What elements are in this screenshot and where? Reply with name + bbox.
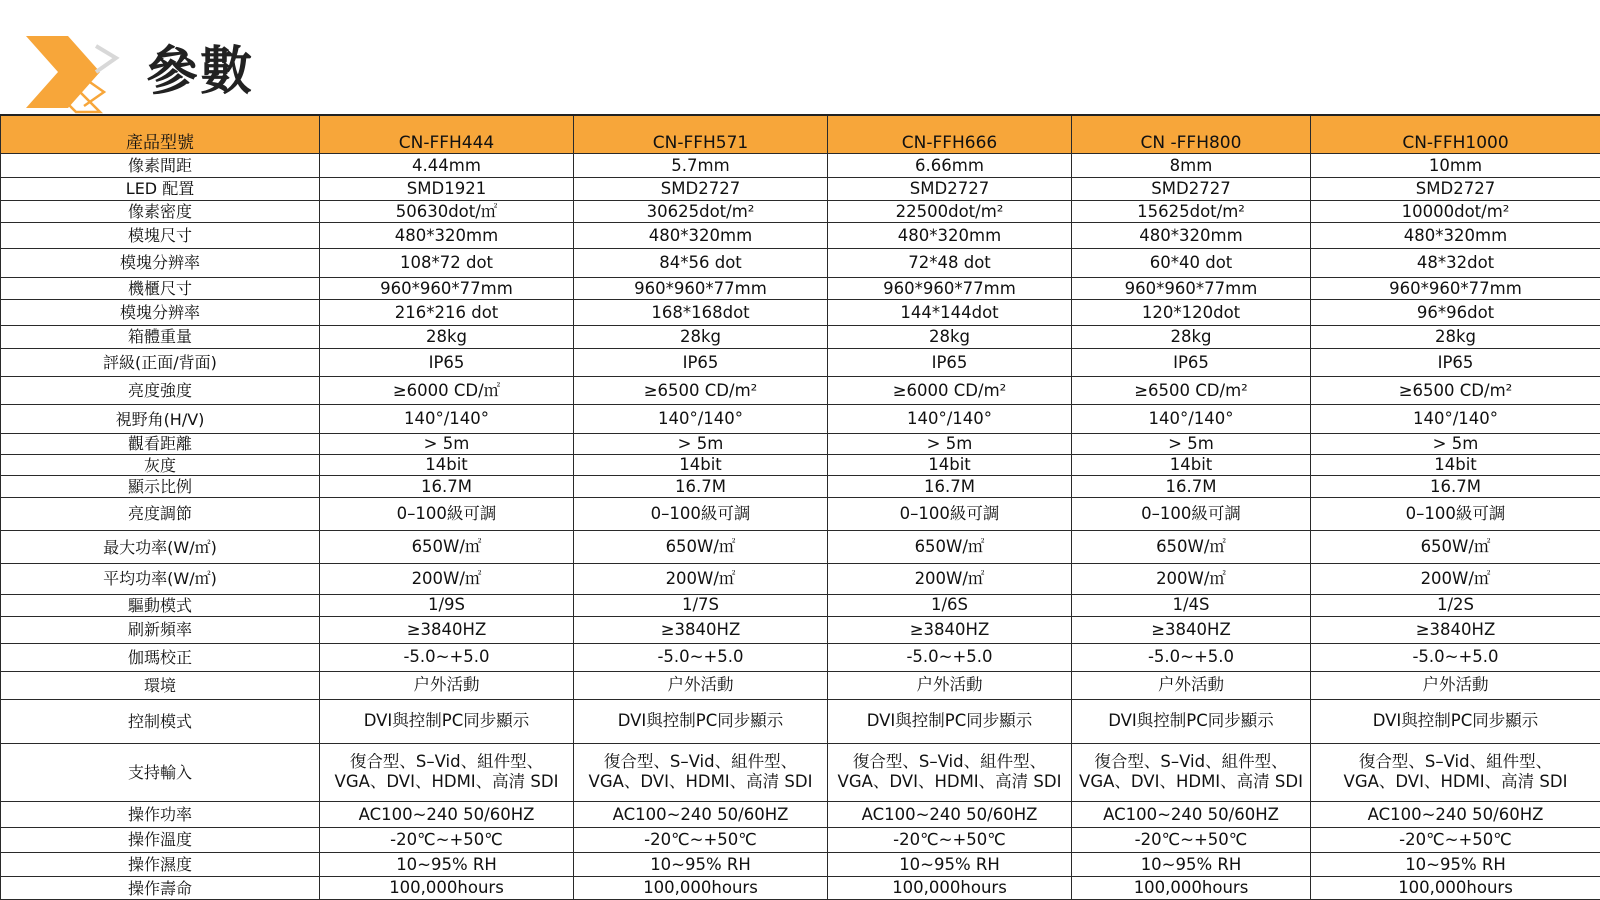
spec-value: 50630dot/㎡	[320, 201, 574, 222]
spec-label: 刷新頻率	[1, 617, 320, 644]
spec-row	[1, 405, 1600, 434]
spec-value: 户外活動	[320, 672, 574, 700]
page-title: 參數	[146, 42, 255, 102]
spec-value: 户外活動	[1072, 672, 1311, 700]
spec-value: 480*320mm	[320, 222, 574, 249]
spec-value: 28kg	[1311, 325, 1600, 348]
spec-row	[1, 433, 1600, 454]
spec-label: 模塊分辨率	[1, 300, 320, 326]
spec-value: 140°/140°	[1072, 405, 1311, 434]
spec-value: -20℃~+50℃	[1311, 828, 1600, 853]
spec-value: ≥3840HZ	[574, 617, 828, 644]
spec-value: 16.7M	[320, 476, 574, 497]
model-header: CN-FFH571	[574, 115, 828, 154]
spec-value: > 5m	[574, 433, 828, 454]
spec-row	[1, 877, 1600, 900]
spec-value: -5.0~+5.0	[1311, 643, 1600, 672]
spec-value: ≥3840HZ	[828, 617, 1072, 644]
spec-value: 216*216 dot	[320, 300, 574, 326]
spec-row	[1, 177, 1600, 200]
spec-value: 户外活動	[828, 672, 1072, 700]
spec-value: > 5m	[320, 433, 574, 454]
spec-row	[1, 617, 1600, 644]
spec-label: 像素間距	[1, 154, 320, 177]
spec-value: AC100~240 50/60HZ	[1311, 801, 1600, 828]
spec-row	[1, 672, 1600, 700]
spec-value: IP65	[574, 349, 828, 377]
spec-value: 1/6S	[828, 594, 1072, 616]
header-row	[1, 115, 1600, 154]
spec-label: 灰度	[1, 455, 320, 476]
spec-row	[1, 594, 1600, 616]
spec-value: 28kg	[1072, 325, 1311, 348]
spec-value: 復合型、S–Vid、組件型、 VGA、DVI、HDMI、高清 SDI	[1072, 743, 1311, 801]
spec-label: 操作溫度	[1, 828, 320, 853]
spec-value: 復合型、S–Vid、組件型、 VGA、DVI、HDMI、高清 SDI	[320, 743, 574, 801]
spec-value: 72*48 dot	[828, 249, 1072, 278]
spec-value: 1/2S	[1311, 594, 1600, 616]
spec-value: 10~95% RH	[320, 852, 574, 877]
spec-value: 28kg	[828, 325, 1072, 348]
spec-value: 6.66mm	[828, 154, 1072, 177]
spec-value: DVI與控制PC同步顯示	[320, 699, 574, 743]
spec-value: 120*120dot	[1072, 300, 1311, 326]
spec-row	[1, 743, 1600, 801]
spec-row	[1, 699, 1600, 743]
spec-value: 0–100級可調	[1311, 497, 1600, 531]
spec-value: 10000dot/m²	[1311, 201, 1600, 222]
spec-label: 模塊分辨率	[1, 249, 320, 278]
spec-label: 支持輸入	[1, 743, 320, 801]
spec-value: 84*56 dot	[574, 249, 828, 278]
spec-value: SMD2727	[574, 177, 828, 200]
spec-row	[1, 455, 1600, 476]
spec-value: 16.7M	[828, 476, 1072, 497]
spec-value: 960*960*77mm	[574, 277, 828, 299]
spec-value: AC100~240 50/60HZ	[320, 801, 574, 828]
spec-value: AC100~240 50/60HZ	[574, 801, 828, 828]
spec-value: 480*320mm	[574, 222, 828, 249]
spec-value: ≥6000 CD/m²	[828, 376, 1072, 405]
spec-row	[1, 325, 1600, 348]
spec-label: 觀看距離	[1, 433, 320, 454]
spec-value: 14bit	[1311, 455, 1600, 476]
spec-value: 140°/140°	[320, 405, 574, 434]
spec-value: 168*168dot	[574, 300, 828, 326]
spec-value: ≥3840HZ	[1072, 617, 1311, 644]
spec-value: 0–100級可調	[828, 497, 1072, 531]
spec-value: 28kg	[574, 325, 828, 348]
spec-value: 480*320mm	[1072, 222, 1311, 249]
spec-value: -20℃~+50℃	[574, 828, 828, 853]
spec-value: 200W/㎡	[320, 563, 574, 594]
spec-value: 108*72 dot	[320, 249, 574, 278]
spec-value: 1/4S	[1072, 594, 1311, 616]
spec-label: 箱體重量	[1, 325, 320, 348]
spec-value: 144*144dot	[828, 300, 1072, 326]
spec-value: 650W/㎡	[828, 531, 1072, 564]
spec-value: ≥6500 CD/m²	[574, 376, 828, 405]
spec-value: 0–100級可調	[574, 497, 828, 531]
spec-value: 960*960*77mm	[1311, 277, 1600, 299]
spec-value: 1/9S	[320, 594, 574, 616]
model-header: CN-FFH1000	[1311, 115, 1600, 154]
spec-value: 户外活動	[574, 672, 828, 700]
spec-label: 評級(正面/背面)	[1, 349, 320, 377]
model-header: CN-FFH444	[320, 115, 574, 154]
spec-row	[1, 643, 1600, 672]
chevron-logo-icon	[24, 34, 134, 114]
spec-value: IP65	[1311, 349, 1600, 377]
spec-value: IP65	[1072, 349, 1311, 377]
spec-value: 960*960*77mm	[320, 277, 574, 299]
model-header: CN-FFH666	[828, 115, 1072, 154]
spec-value: 140°/140°	[1311, 405, 1600, 434]
spec-row	[1, 852, 1600, 877]
spec-value: 200W/㎡	[828, 563, 1072, 594]
spec-row	[1, 828, 1600, 853]
spec-row	[1, 222, 1600, 249]
spec-value: 14bit	[320, 455, 574, 476]
spec-value: 650W/㎡	[1311, 531, 1600, 564]
spec-value: 户外活動	[1311, 672, 1600, 700]
spec-value: 650W/㎡	[320, 531, 574, 564]
spec-value: 16.7M	[1311, 476, 1600, 497]
spec-value: DVI與控制PC同步顯示	[1311, 699, 1600, 743]
spec-value: > 5m	[1311, 433, 1600, 454]
spec-value: 復合型、S–Vid、組件型、 VGA、DVI、HDMI、高清 SDI	[828, 743, 1072, 801]
spec-row	[1, 154, 1600, 177]
spec-value: 200W/㎡	[1311, 563, 1600, 594]
spec-value: SMD2727	[1311, 177, 1600, 200]
spec-value: 復合型、S–Vid、組件型、 VGA、DVI、HDMI、高清 SDI	[574, 743, 828, 801]
spec-value: IP65	[320, 349, 574, 377]
spec-value: 1/7S	[574, 594, 828, 616]
spec-value: -20℃~+50℃	[320, 828, 574, 853]
spec-label: 操作功率	[1, 801, 320, 828]
spec-value: 10~95% RH	[828, 852, 1072, 877]
spec-value: -20℃~+50℃	[1072, 828, 1311, 853]
spec-value: 10mm	[1311, 154, 1600, 177]
spec-label: 驅動模式	[1, 594, 320, 616]
spec-value: 28kg	[320, 325, 574, 348]
spec-row	[1, 531, 1600, 564]
spec-value: 14bit	[1072, 455, 1311, 476]
spec-value: ≥3840HZ	[1311, 617, 1600, 644]
spec-value: 48*32dot	[1311, 249, 1600, 278]
spec-value: 14bit	[828, 455, 1072, 476]
spec-row	[1, 497, 1600, 531]
spec-value: 140°/140°	[828, 405, 1072, 434]
spec-row	[1, 277, 1600, 299]
spec-value: > 5m	[1072, 433, 1311, 454]
spec-value: DVI與控制PC同步顯示	[828, 699, 1072, 743]
spec-table	[0, 114, 1600, 900]
spec-label: 模塊尺寸	[1, 222, 320, 249]
spec-value: ≥3840HZ	[320, 617, 574, 644]
spec-value: 200W/㎡	[574, 563, 828, 594]
spec-value: -5.0~+5.0	[320, 643, 574, 672]
spec-value: -5.0~+5.0	[828, 643, 1072, 672]
spec-row	[1, 801, 1600, 828]
spec-value: 200W/㎡	[1072, 563, 1311, 594]
spec-value: -20℃~+50℃	[828, 828, 1072, 853]
spec-value: 960*960*77mm	[828, 277, 1072, 299]
spec-value: 96*96dot	[1311, 300, 1600, 326]
spec-row	[1, 300, 1600, 326]
model-header: CN -FFH800	[1072, 115, 1311, 154]
spec-label: 像素密度	[1, 201, 320, 222]
spec-row	[1, 376, 1600, 405]
spec-row	[1, 563, 1600, 594]
spec-label: 控制模式	[1, 699, 320, 743]
spec-value: DVI與控制PC同步顯示	[574, 699, 828, 743]
spec-row	[1, 476, 1600, 497]
spec-value: 100,000hours	[1072, 877, 1311, 900]
spec-row	[1, 249, 1600, 278]
spec-value: 650W/㎡	[574, 531, 828, 564]
spec-value: SMD1921	[320, 177, 574, 200]
spec-value: 100,000hours	[574, 877, 828, 900]
spec-value: 100,000hours	[828, 877, 1072, 900]
spec-value: 16.7M	[574, 476, 828, 497]
spec-value: 30625dot/m²	[574, 201, 828, 222]
spec-value: IP65	[828, 349, 1072, 377]
spec-value: ≥6000 CD/㎡	[320, 376, 574, 405]
spec-value: -5.0~+5.0	[574, 643, 828, 672]
spec-label: LED 配置	[1, 177, 320, 200]
spec-value: DVI與控制PC同步顯示	[1072, 699, 1311, 743]
spec-label: 環境	[1, 672, 320, 700]
spec-value: 100,000hours	[320, 877, 574, 900]
spec-value: 16.7M	[1072, 476, 1311, 497]
spec-value: 0–100級可調	[320, 497, 574, 531]
spec-value: 60*40 dot	[1072, 249, 1311, 278]
spec-value: 5.7mm	[574, 154, 828, 177]
spec-value: 復合型、S–Vid、組件型、 VGA、DVI、HDMI、高清 SDI	[1311, 743, 1600, 801]
spec-label: 亮度強度	[1, 376, 320, 405]
spec-value: 0–100級可調	[1072, 497, 1311, 531]
spec-value: 960*960*77mm	[1072, 277, 1311, 299]
spec-label: 視野角(H/V)	[1, 405, 320, 434]
spec-label: 顯示比例	[1, 476, 320, 497]
spec-value: 22500dot/m²	[828, 201, 1072, 222]
spec-value: SMD2727	[1072, 177, 1311, 200]
spec-label: 平均功率(W/㎡)	[1, 563, 320, 594]
spec-label: 操作濕度	[1, 852, 320, 877]
spec-row	[1, 349, 1600, 377]
spec-value: SMD2727	[828, 177, 1072, 200]
spec-value: 100,000hours	[1311, 877, 1600, 900]
spec-label: 機櫃尺寸	[1, 277, 320, 299]
spec-value: ≥6500 CD/m²	[1072, 376, 1311, 405]
spec-value: 10~95% RH	[1072, 852, 1311, 877]
spec-value: ≥6500 CD/m²	[1311, 376, 1600, 405]
spec-value: 480*320mm	[1311, 222, 1600, 249]
spec-label: 亮度調節	[1, 497, 320, 531]
spec-value: 14bit	[574, 455, 828, 476]
spec-value: 4.44mm	[320, 154, 574, 177]
spec-value: AC100~240 50/60HZ	[1072, 801, 1311, 828]
spec-value: 15625dot/m²	[1072, 201, 1311, 222]
spec-value: -5.0~+5.0	[1072, 643, 1311, 672]
spec-value: 8mm	[1072, 154, 1311, 177]
header-label: 產品型號	[1, 115, 320, 154]
spec-label: 伽瑪校正	[1, 643, 320, 672]
spec-value: 140°/140°	[574, 405, 828, 434]
spec-value: > 5m	[828, 433, 1072, 454]
spec-value: 480*320mm	[828, 222, 1072, 249]
spec-value: 650W/㎡	[1072, 531, 1311, 564]
spec-value: AC100~240 50/60HZ	[828, 801, 1072, 828]
spec-row	[1, 201, 1600, 222]
spec-label: 操作壽命	[1, 877, 320, 900]
spec-value: 10~95% RH	[574, 852, 828, 877]
spec-label: 最大功率(W/㎡)	[1, 531, 320, 564]
spec-value: 10~95% RH	[1311, 852, 1600, 877]
